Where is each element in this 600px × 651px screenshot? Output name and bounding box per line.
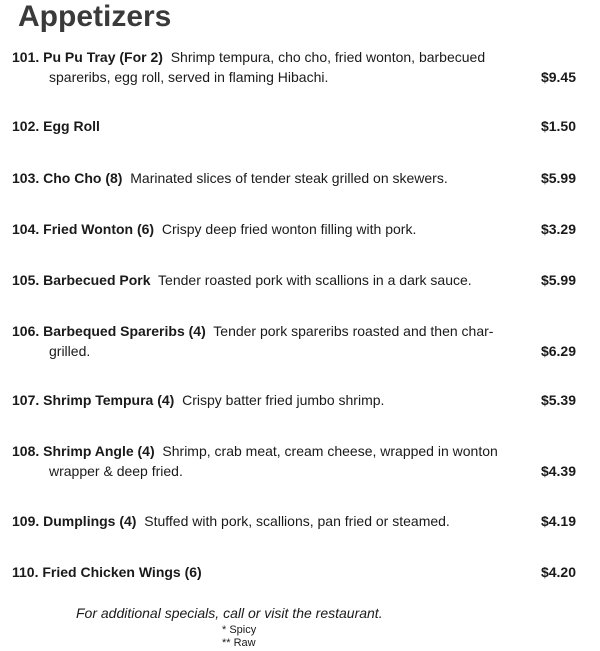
- item-price: $4.20: [540, 564, 576, 580]
- item-description: Tender roasted pork with scallions in a dark sauce.: [158, 272, 472, 288]
- item-name: 107. Shrimp Tempura (4): [12, 392, 175, 408]
- item-line-2: [12, 461, 576, 481]
- footer-note: For additional specials, call or visit the restaurant.: [76, 605, 383, 621]
- item-description: Shrimp tempura, cho cho, fried wonton, barbecued: [170, 49, 486, 65]
- menu-item: [12, 47, 576, 87]
- item-description: Marinated slices of tender steak grilled on skewers.: [130, 170, 448, 186]
- item-name: 105. Barbecued Pork: [12, 272, 151, 288]
- item-name: 101. Pu Pu Tray (For 2): [12, 49, 163, 65]
- item-line-1: [12, 270, 576, 290]
- page-title: Appetizers: [18, 0, 172, 33]
- item-price: $3.29: [540, 221, 576, 237]
- item-name: 108. Shrimp Angle (4): [12, 443, 155, 459]
- item-description: Tender pork spareribs roasted and then char-: [213, 323, 494, 339]
- item-price: $5.99: [540, 272, 576, 288]
- menu-item: [12, 390, 576, 410]
- item-name: 109. Dumplings (4): [12, 513, 137, 529]
- item-line-1: [12, 321, 576, 341]
- item-description-cont: spareribs, egg roll, served in flaming Hibachi.: [49, 69, 329, 85]
- item-line-1: [12, 441, 576, 461]
- item-line-1: [12, 562, 576, 582]
- legend-raw: ** Raw: [222, 637, 256, 649]
- item-price: $6.29: [540, 343, 576, 359]
- item-line-2: [12, 341, 576, 361]
- item-line-1: [12, 168, 576, 188]
- item-name: 103. Cho Cho (8): [12, 170, 123, 186]
- menu-item: [12, 511, 576, 531]
- menu-item: [12, 441, 576, 481]
- item-name: 106. Barbequed Spareribs (4): [12, 323, 206, 339]
- menu-item: [12, 562, 576, 582]
- item-line-1: [12, 390, 576, 410]
- item-line-1: [12, 219, 576, 239]
- menu-item: [12, 270, 576, 290]
- item-name: 102. Egg Roll: [12, 118, 100, 134]
- item-price: $5.99: [540, 170, 576, 186]
- item-price: $5.39: [540, 392, 576, 408]
- item-description-cont: wrapper & deep fried.: [49, 463, 183, 479]
- legend-spicy: * Spicy: [222, 624, 257, 636]
- item-price: $9.45: [540, 69, 576, 85]
- menu-item: [12, 168, 576, 188]
- item-line-1: [12, 116, 576, 136]
- item-name: 110. Fried Chicken Wings (6): [12, 564, 202, 580]
- item-description: Stuffed with pork, scallions, pan fried or steamed.: [144, 513, 450, 529]
- item-description: Shrimp, crab meat, cream cheese, wrapped in wonton: [162, 443, 498, 459]
- item-price: $4.19: [540, 513, 576, 529]
- menu-item: [12, 116, 576, 136]
- item-price: $4.39: [540, 463, 576, 479]
- item-line-2: [12, 67, 576, 87]
- item-price: $1.50: [540, 118, 576, 134]
- menu-item: [12, 219, 576, 239]
- item-name: 104. Fried Wonton (6): [12, 221, 155, 237]
- item-description: Crispy deep fried wonton filling with pork.: [161, 221, 417, 237]
- item-description: Crispy batter fried jumbo shrimp.: [182, 392, 385, 408]
- item-description-cont: grilled.: [49, 343, 91, 359]
- item-line-1: [12, 511, 576, 531]
- item-line-1: [12, 47, 576, 67]
- menu-item: [12, 321, 576, 361]
